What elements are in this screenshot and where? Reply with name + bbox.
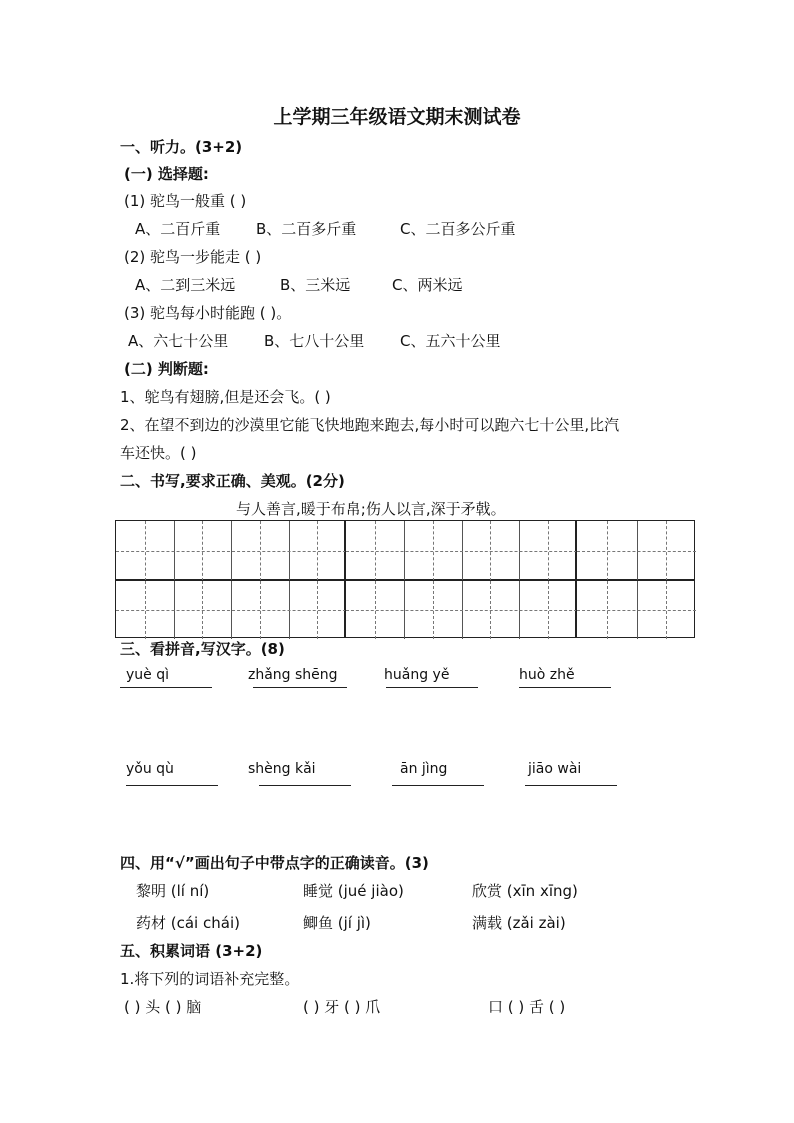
judge-2-line-2: 车还快。( ) bbox=[120, 444, 197, 462]
question-1: (1) 驼鸟一般重 ( ) bbox=[124, 192, 247, 210]
pinyin-1: yuè qì bbox=[126, 667, 169, 683]
section-4-heading: 四、用“√”画出句子中带点字的正确读音。(3) bbox=[120, 854, 429, 872]
question-2: (2) 驼鸟一步能走 ( ) bbox=[124, 248, 262, 266]
question-3-option-c: C、五六十公里 bbox=[400, 332, 501, 350]
answer-line[interactable] bbox=[120, 687, 212, 688]
writing-grid-block[interactable] bbox=[345, 520, 576, 580]
page-title: 上学期三年级语文期末测试卷 bbox=[273, 106, 521, 128]
reading-item-1[interactable]: 黎明 (lí ní) bbox=[136, 882, 210, 900]
question-2-option-a: A、二到三米远 bbox=[135, 276, 236, 294]
question-2-option-b: B、三米远 bbox=[280, 276, 351, 294]
question-1-option-c: C、二百多公斤重 bbox=[400, 220, 516, 238]
writing-grid-block[interactable] bbox=[345, 580, 576, 638]
grid-midline bbox=[577, 551, 696, 552]
question-3-option-a: A、六七十公里 bbox=[128, 332, 229, 350]
answer-line[interactable] bbox=[259, 785, 351, 786]
reading-item-6[interactable]: 满载 (zǎi zài) bbox=[472, 914, 566, 932]
pinyin-4: huò zhě bbox=[519, 667, 575, 683]
writing-grid-block[interactable] bbox=[115, 580, 345, 638]
writing-grid-block[interactable] bbox=[115, 520, 345, 580]
pinyin-2: zhǎng shēng bbox=[248, 667, 338, 683]
section-5-instruction: 1.将下列的词语补充完整。 bbox=[120, 970, 300, 988]
pinyin-3: huǎng yě bbox=[384, 667, 450, 683]
judge-1: 1、鸵鸟有翅膀,但是还会飞。( ) bbox=[120, 388, 331, 406]
judge-2-line-1: 2、在望不到边的沙漠里它能飞快地跑来跑去,每小时可以跑六七十公里,比汽 bbox=[120, 416, 620, 434]
grid-midline bbox=[346, 610, 577, 611]
idiom-fill-3[interactable]: 口 ( ) 舌 ( ) bbox=[488, 998, 566, 1016]
pinyin-5: yǒu qù bbox=[126, 761, 174, 777]
idiom-fill-2[interactable]: ( ) 牙 ( ) 爪 bbox=[303, 998, 381, 1016]
copy-sentence: 与人善言,暖于布帛;伤人以言,深于矛戟。 bbox=[236, 500, 506, 518]
idiom-fill-1[interactable]: ( ) 头 ( ) 脑 bbox=[124, 998, 202, 1016]
section-1-sub-judge: (二) 判断题: bbox=[124, 360, 209, 378]
question-3-option-b: B、七八十公里 bbox=[264, 332, 365, 350]
section-1-sub-choice: (一) 选择题: bbox=[124, 165, 209, 183]
grid-midline bbox=[116, 551, 346, 552]
question-1-option-a: A、二百斤重 bbox=[135, 220, 221, 238]
section-5-heading: 五、积累词语 (3+2) bbox=[120, 942, 263, 960]
reading-item-4[interactable]: 药材 (cái chái) bbox=[136, 914, 240, 932]
question-2-option-c: C、两米远 bbox=[392, 276, 463, 294]
question-3: (3) 驼鸟每小时能跑 ( )。 bbox=[124, 304, 292, 322]
reading-item-2[interactable]: 睡觉 (jué jiào) bbox=[303, 882, 404, 900]
writing-grid-block[interactable] bbox=[576, 580, 695, 638]
answer-line[interactable] bbox=[519, 687, 611, 688]
section-1-heading: 一、听力。(3+2) bbox=[120, 138, 243, 156]
grid-midline bbox=[346, 551, 577, 552]
pinyin-7: ān jìng bbox=[400, 761, 448, 777]
grid-midline bbox=[116, 610, 346, 611]
answer-line[interactable] bbox=[386, 687, 478, 688]
section-2-heading: 二、书写,要求正确、美观。(2分) bbox=[120, 472, 345, 490]
section-3-heading: 三、看拼音,写汉字。(8) bbox=[120, 640, 285, 658]
pinyin-8: jiāo wài bbox=[528, 761, 582, 777]
question-1-option-b: B、二百多斤重 bbox=[256, 220, 357, 238]
writing-grid-block[interactable] bbox=[576, 520, 695, 580]
reading-item-3[interactable]: 欣赏 (xīn xīng) bbox=[472, 882, 578, 900]
answer-line[interactable] bbox=[126, 785, 218, 786]
answer-line[interactable] bbox=[392, 785, 484, 786]
answer-line[interactable] bbox=[253, 687, 347, 688]
pinyin-6: shèng kǎi bbox=[248, 761, 316, 777]
grid-midline bbox=[577, 610, 696, 611]
answer-line[interactable] bbox=[525, 785, 617, 786]
reading-item-5[interactable]: 鲫鱼 (jí jì) bbox=[303, 914, 371, 932]
